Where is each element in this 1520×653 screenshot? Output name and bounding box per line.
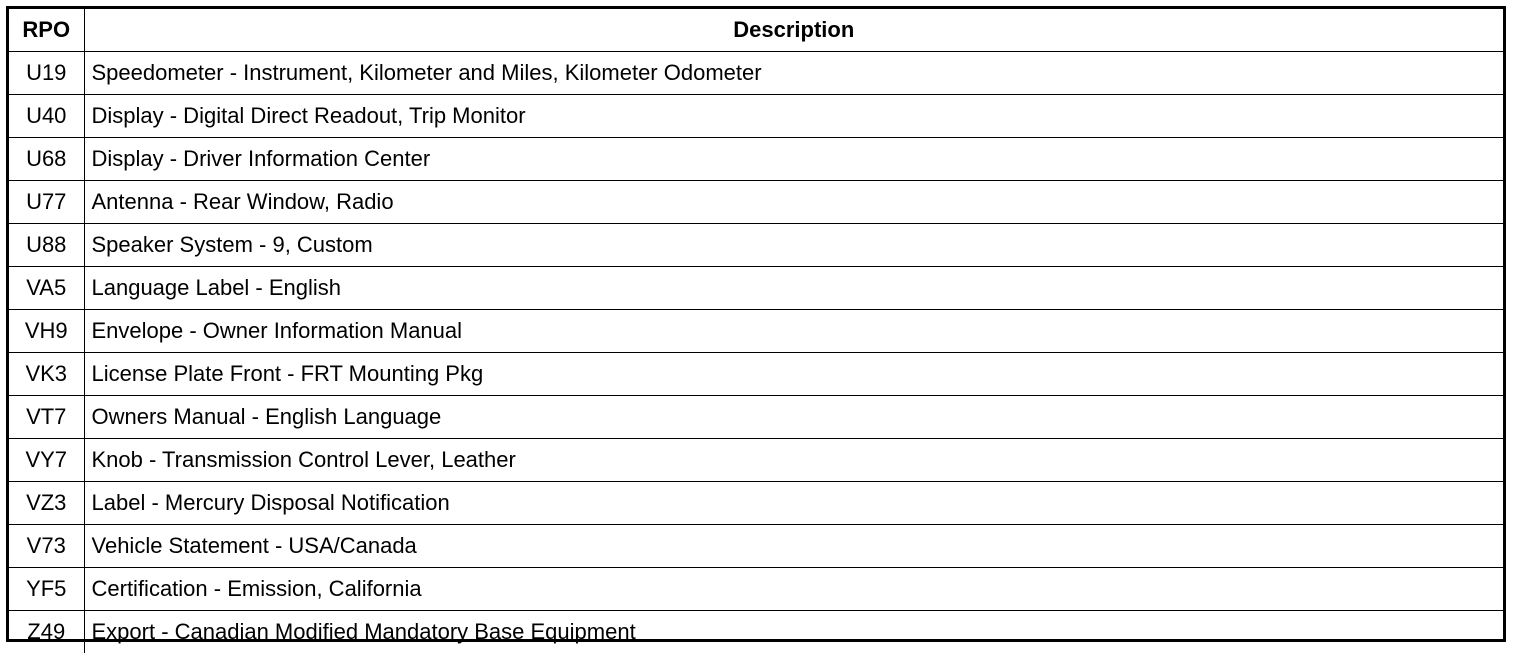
table-row [9,396,1503,439]
description-column-header: Description [84,9,1503,52]
table-row [9,310,1503,353]
rpo-code-cell: U88 [9,224,84,267]
table-row [9,224,1503,267]
table-row [9,52,1503,95]
rpo-code-cell: VH9 [9,310,84,353]
description-cell: Envelope - Owner Information Manual [84,310,1503,353]
description-cell: Export - Canadian Modified Mandatory Base Equipment [84,611,1503,653]
rpo-column-header: RPO [9,9,84,52]
description-cell: License Plate Front - FRT Mounting Pkg [84,353,1503,396]
description-cell: Display - Digital Direct Readout, Trip Monitor [84,95,1503,138]
rpo-code-cell: U40 [9,95,84,138]
rpo-code-cell: VZ3 [9,482,84,525]
description-cell: Display - Driver Information Center [84,138,1503,181]
rpo-table [9,9,1503,653]
rpo-code-cell: YF5 [9,568,84,611]
table-row [9,439,1503,482]
rpo-code-cell: VY7 [9,439,84,482]
table-header-row [9,9,1503,52]
table-row [9,353,1503,396]
description-cell: Label - Mercury Disposal Notification [84,482,1503,525]
description-cell: Certification - Emission, California [84,568,1503,611]
rpo-code-cell: VK3 [9,353,84,396]
table-row [9,611,1503,653]
table-row [9,95,1503,138]
rpo-code-cell: U19 [9,52,84,95]
table-row [9,138,1503,181]
table-row [9,568,1503,611]
description-cell: Antenna - Rear Window, Radio [84,181,1503,224]
description-cell: Language Label - English [84,267,1503,310]
description-cell: Knob - Transmission Control Lever, Leather [84,439,1503,482]
description-cell: Speedometer - Instrument, Kilometer and Miles, Kilometer Odometer [84,52,1503,95]
table-row [9,267,1503,310]
table-row [9,525,1503,568]
table-row [9,181,1503,224]
rpo-code-cell: U68 [9,138,84,181]
rpo-code-cell: U77 [9,181,84,224]
description-cell: Speaker System - 9, Custom [84,224,1503,267]
table-row [9,482,1503,525]
rpo-table-container [6,6,1506,642]
rpo-code-cell: V73 [9,525,84,568]
rpo-code-cell: VA5 [9,267,84,310]
description-cell: Owners Manual - English Language [84,396,1503,439]
description-cell: Vehicle Statement - USA/Canada [84,525,1503,568]
rpo-code-cell: Z49 [9,611,84,653]
rpo-code-cell: VT7 [9,396,84,439]
